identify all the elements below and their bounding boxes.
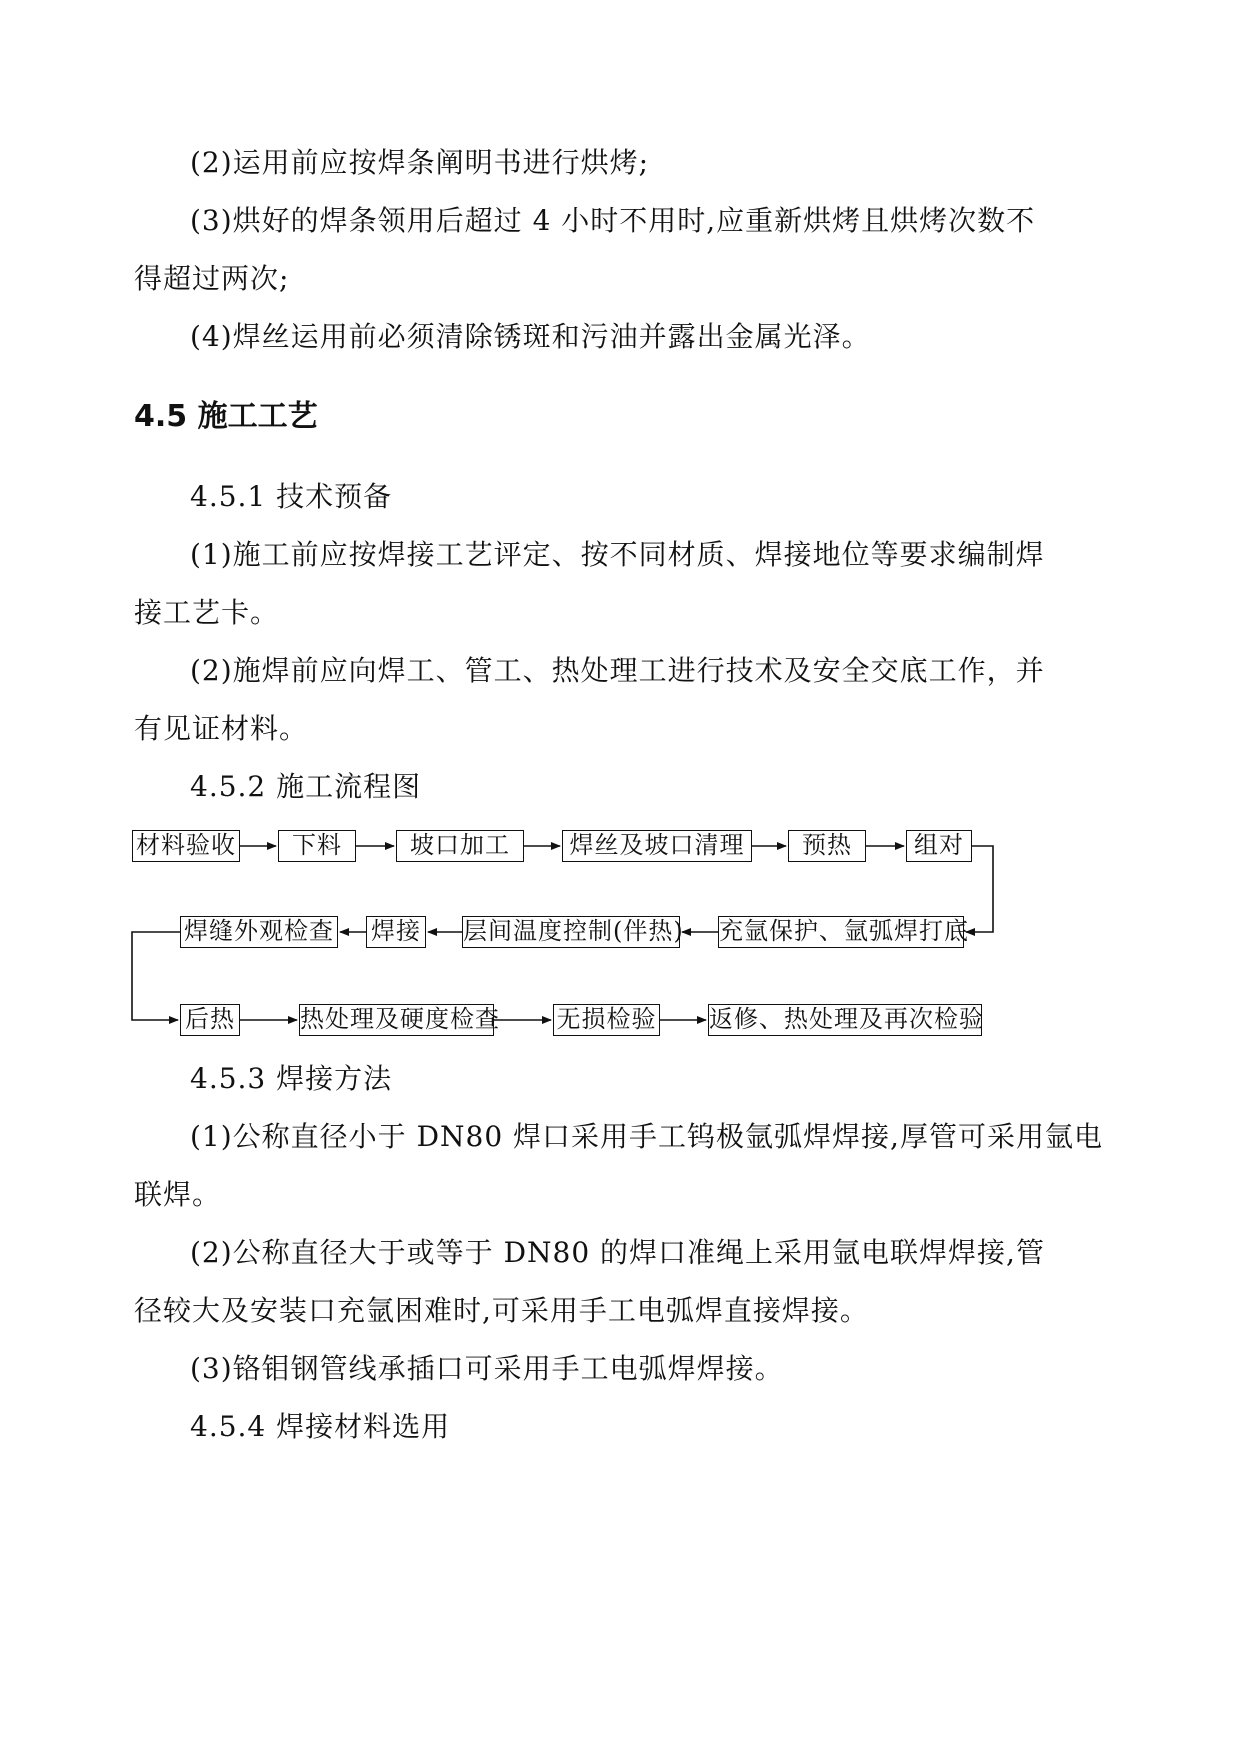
flow-step: 焊丝及坡口清理 [562,830,752,862]
subsection-title: 4.5.2 施工流程图 [190,770,422,803]
text-line: (2)公称直径大于或等于 DN80 的焊口准绳上采用氩电联焊焊接,管 [190,1236,1045,1269]
flow-step: 焊缝外观检查 [180,916,338,948]
subsection-title: 4.5.3 焊接方法 [190,1062,393,1095]
text-line: (4)焊丝运用前必须清除锈斑和污油并露出金属光泽。 [190,320,871,353]
flow-step: 热处理及硬度检查 [299,1004,494,1036]
flow-step: 预热 [788,830,866,862]
subsection-title: 4.5.4 焊接材料选用 [190,1410,451,1443]
text-line: 得超过两次; [134,262,290,295]
text-line: 接工艺卡。 [134,596,280,629]
text-line: (1)施工前应按焊接工艺评定、按不同材质、焊接地位等要求编制焊 [190,538,1045,571]
flow-step: 后热 [180,1004,240,1036]
flow-step: 无损检验 [553,1004,660,1036]
flow-step: 材料验收 [132,830,240,862]
flow-step: 层间温度控制(伴热) [462,916,680,948]
subsection-title: 4.5.1 技术预备 [190,480,393,513]
text-line: (3)烘好的焊条领用后超过 4 小时不用时,应重新烘烤且烘烤次数不 [190,204,1036,237]
section-heading: 4.5 施工工艺 [134,399,318,434]
text-line: (3)铬钼钢管线承插口可采用手工电弧焊焊接。 [190,1352,784,1385]
flow-step: 下料 [278,830,356,862]
flow-step: 坡口加工 [396,830,524,862]
text-line: 径较大及安装口充氩困难时,可采用手工电弧焊直接焊接。 [134,1294,869,1327]
text-line: (2)运用前应按焊条阐明书进行烘烤; [190,146,650,179]
flow-step: 组对 [906,830,972,862]
text-line: (1)公称直径小于 DN80 焊口采用手工钨极氩弧焊焊接,厚管可采用氩电 [190,1120,1103,1153]
text-line: 有见证材料。 [134,712,309,745]
flow-step: 返修、热处理及再次检验 [708,1004,982,1036]
flow-step: 充氩保护、氩弧焊打底 [718,916,964,948]
flow-step: 焊接 [366,916,426,948]
text-line: 联焊。 [134,1178,222,1211]
text-line: (2)施焊前应向焊工、管工、热处理工进行技术及安全交底工作，并 [190,654,1045,687]
